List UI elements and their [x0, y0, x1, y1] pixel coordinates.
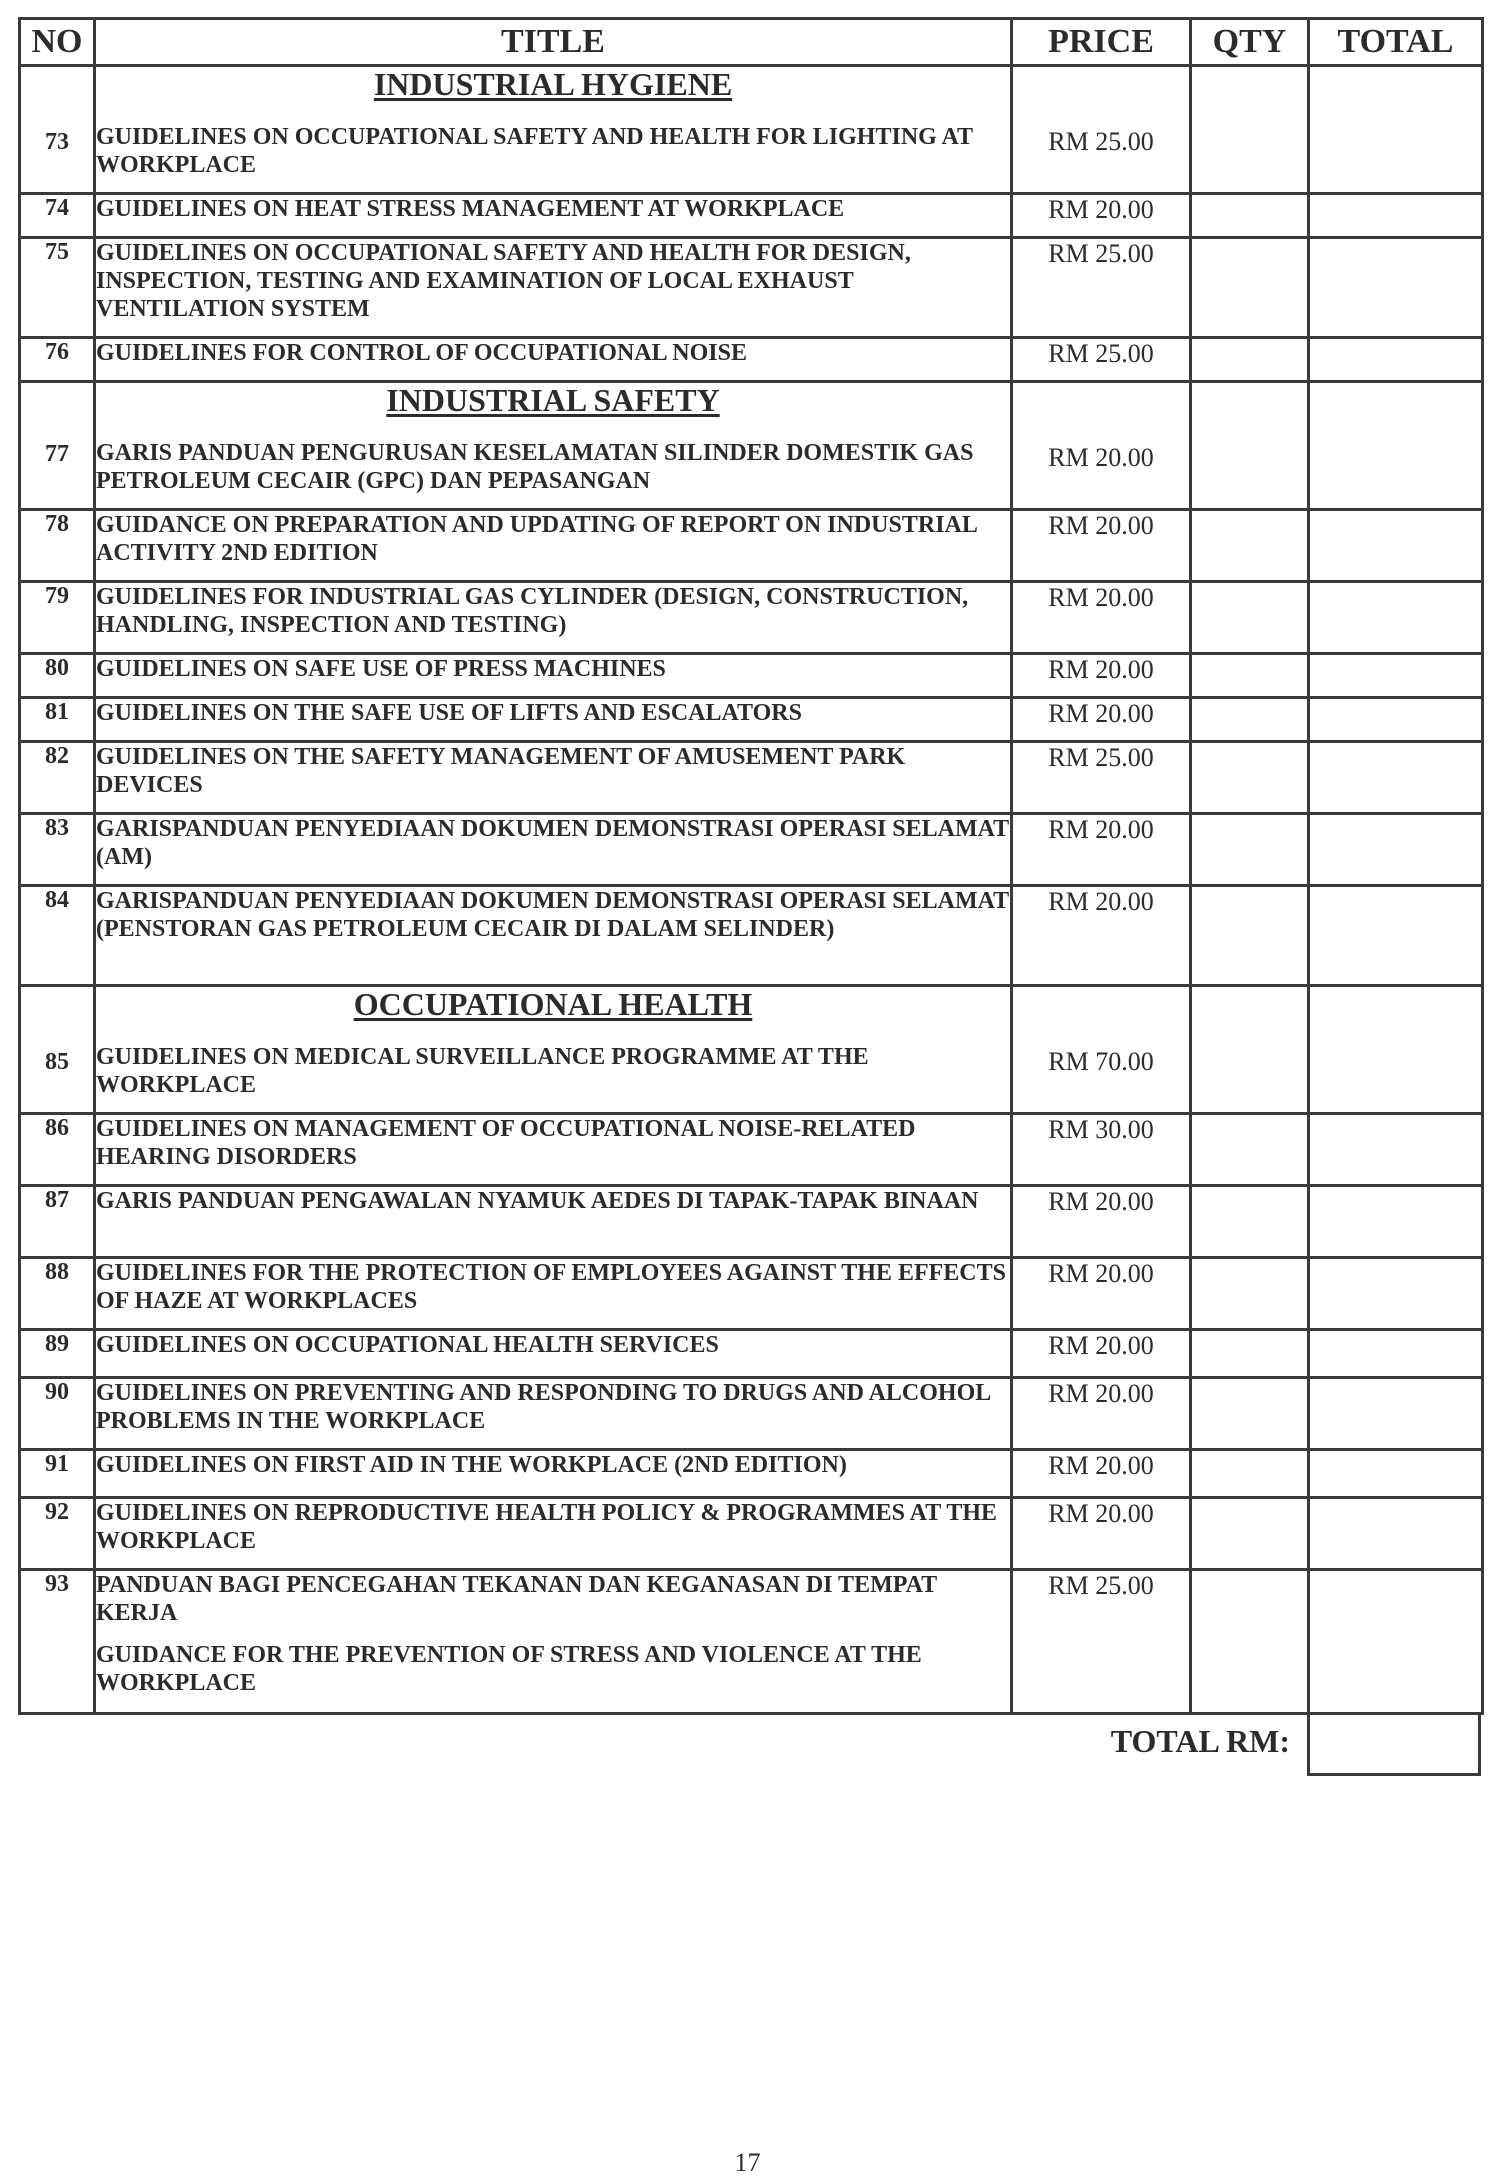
- qty-cell[interactable]: [1191, 698, 1309, 742]
- item-title: GUIDELINES ON SAFE USE OF PRESS MACHINES: [95, 654, 1012, 698]
- table-row: [20, 698, 1483, 742]
- total-cell[interactable]: [1309, 582, 1483, 654]
- total-cell[interactable]: [1309, 742, 1483, 814]
- total-cell[interactable]: [1309, 1498, 1483, 1570]
- grand-total-label: TOTAL RM:: [1110, 1723, 1290, 1759]
- item-title: GARISPANDUAN PENYEDIAAN DOKUMEN DEMONSTRASI OPERASI SELAMAT (AM): [95, 814, 1012, 886]
- table-header-row: [20, 19, 1483, 66]
- item-title-cell: [95, 66, 1012, 194]
- item-number: 74: [20, 194, 95, 238]
- item-price: RM 25.00: [1012, 66, 1191, 194]
- total-cell[interactable]: [1309, 1330, 1483, 1378]
- qty-cell[interactable]: [1191, 1450, 1309, 1498]
- qty-cell[interactable]: [1191, 510, 1309, 582]
- item-number: 85: [20, 986, 95, 1114]
- table-row: [20, 510, 1483, 582]
- total-cell[interactable]: [1309, 66, 1483, 194]
- item-title-cell: [95, 1570, 1012, 1714]
- item-number: 77: [20, 382, 95, 510]
- item-price: RM 20.00: [1012, 194, 1191, 238]
- item-title-english: GUIDANCE FOR THE PREVENTION OF STRESS AND VIOLENCE AT THE WORKPLACE: [96, 1642, 922, 1696]
- item-title-cell: [95, 986, 1012, 1114]
- total-cell[interactable]: [1309, 194, 1483, 238]
- item-title: GUIDELINES ON THE SAFETY MANAGEMENT OF AMUSEMENT PARK DEVICES: [95, 742, 1012, 814]
- item-number: 82: [20, 742, 95, 814]
- item-title: GUIDELINES ON PREVENTING AND RESPONDING TO DRUGS AND ALCOHOL PROBLEMS IN THE WORKPLACE: [95, 1378, 1012, 1450]
- total-cell[interactable]: [1309, 1450, 1483, 1498]
- item-number: 84: [20, 886, 95, 986]
- item-title: GUIDELINES ON REPRODUCTIVE HEALTH POLICY & PROGRAMMES AT THE WORKPLACE: [95, 1498, 1012, 1570]
- item-number: 80: [20, 654, 95, 698]
- item-number: 78: [20, 510, 95, 582]
- qty-cell[interactable]: [1191, 1570, 1309, 1714]
- item-price: RM 20.00: [1012, 1498, 1191, 1570]
- qty-cell[interactable]: [1191, 382, 1309, 510]
- item-title: GUIDELINES ON OCCUPATIONAL SAFETY AND HEALTH FOR LIGHTING AT WORKPLACE: [96, 124, 973, 178]
- item-price: RM 20.00: [1012, 886, 1191, 986]
- item-price: RM 20.00: [1012, 1450, 1191, 1498]
- item-price: RM 20.00: [1012, 1378, 1191, 1450]
- table-row: [20, 382, 1483, 510]
- qty-cell[interactable]: [1191, 238, 1309, 338]
- table-row: [20, 742, 1483, 814]
- item-number: 88: [20, 1258, 95, 1330]
- total-cell[interactable]: [1309, 886, 1483, 986]
- item-title: GARISPANDUAN PENYEDIAAN DOKUMEN DEMONSTRASI OPERASI SELAMAT (PENSTORAN GAS PETROLEUM CECAIR DI DALAM SELINDER): [95, 886, 1012, 986]
- total-cell[interactable]: [1309, 1570, 1483, 1714]
- item-price: RM 25.00: [1012, 1570, 1191, 1714]
- qty-cell[interactable]: [1191, 986, 1309, 1114]
- total-cell[interactable]: [1309, 510, 1483, 582]
- qty-cell[interactable]: [1191, 1114, 1309, 1186]
- total-cell[interactable]: [1309, 238, 1483, 338]
- item-title: GUIDELINES FOR INDUSTRIAL GAS CYLINDER (DESIGN, CONSTRUCTION, HANDLING, INSPECTION AND TESTING): [95, 582, 1012, 654]
- item-price: RM 20.00: [1012, 582, 1191, 654]
- item-number: 86: [20, 1114, 95, 1186]
- total-cell[interactable]: [1309, 698, 1483, 742]
- table-row: [20, 654, 1483, 698]
- item-title: GUIDANCE ON PREPARATION AND UPDATING OF REPORT ON INDUSTRIAL ACTIVITY 2ND EDITION: [95, 510, 1012, 582]
- table-row: [20, 1498, 1483, 1570]
- table-row: [20, 1186, 1483, 1258]
- order-table: [18, 17, 1484, 1715]
- table-row: [20, 814, 1483, 886]
- table-row: [20, 986, 1483, 1114]
- item-number: 76: [20, 338, 95, 382]
- item-price: RM 70.00: [1012, 986, 1191, 1114]
- grand-total-box[interactable]: [1307, 1712, 1481, 1776]
- table-row: [20, 582, 1483, 654]
- section-heading-industrial-safety: INDUSTRIAL SAFETY: [386, 382, 720, 418]
- header-total: TOTAL: [1309, 19, 1483, 66]
- table-row: [20, 1450, 1483, 1498]
- table-row: [20, 238, 1483, 338]
- item-price: RM 30.00: [1012, 1114, 1191, 1186]
- item-title: GUIDELINES ON OCCUPATIONAL HEALTH SERVICES: [95, 1330, 1012, 1378]
- item-price: RM 20.00: [1012, 510, 1191, 582]
- total-cell[interactable]: [1309, 1186, 1483, 1258]
- item-price: RM 20.00: [1012, 382, 1191, 510]
- item-title: GUIDELINES ON MEDICAL SURVEILLANCE PROGRAMME AT THE WORKPLACE: [96, 1044, 869, 1098]
- qty-cell[interactable]: [1191, 654, 1309, 698]
- item-number: 83: [20, 814, 95, 886]
- item-price: RM 25.00: [1012, 338, 1191, 382]
- item-title: GUIDELINES FOR CONTROL OF OCCUPATIONAL NOISE: [95, 338, 1012, 382]
- item-number: 89: [20, 1330, 95, 1378]
- header-title: TITLE: [95, 19, 1012, 66]
- qty-cell[interactable]: [1191, 1498, 1309, 1570]
- item-title: GUIDELINES ON FIRST AID IN THE WORKPLACE (2ND EDITION): [95, 1450, 1012, 1498]
- section-heading-occupational-health: OCCUPATIONAL HEALTH: [353, 986, 753, 1022]
- item-price: RM 25.00: [1012, 742, 1191, 814]
- item-number: 87: [20, 1186, 95, 1258]
- qty-cell[interactable]: [1191, 582, 1309, 654]
- total-cell[interactable]: [1309, 382, 1483, 510]
- table-row: [20, 1330, 1483, 1378]
- qty-cell[interactable]: [1191, 1258, 1309, 1330]
- header-qty: QTY: [1191, 19, 1309, 66]
- table-row: [20, 886, 1483, 986]
- qty-cell[interactable]: [1191, 1330, 1309, 1378]
- item-number: 90: [20, 1378, 95, 1450]
- item-price: RM 20.00: [1012, 654, 1191, 698]
- item-price: RM 20.00: [1012, 814, 1191, 886]
- total-cell[interactable]: [1309, 1258, 1483, 1330]
- item-title-cell: [95, 382, 1012, 510]
- qty-cell[interactable]: [1191, 338, 1309, 382]
- item-number: 79: [20, 582, 95, 654]
- total-cell[interactable]: [1309, 1378, 1483, 1450]
- total-cell[interactable]: [1309, 338, 1483, 382]
- item-price: RM 20.00: [1012, 1330, 1191, 1378]
- table-row: [20, 1258, 1483, 1330]
- total-cell[interactable]: [1309, 654, 1483, 698]
- item-title: GUIDELINES ON THE SAFE USE OF LIFTS AND ESCALATORS: [95, 698, 1012, 742]
- item-title: GARIS PANDUAN PENGAWALAN NYAMUK AEDES DI TAPAK-TAPAK BINAAN: [95, 1186, 1012, 1258]
- item-price: RM 20.00: [1012, 698, 1191, 742]
- table-row: [20, 1570, 1483, 1714]
- table-row: [20, 66, 1483, 194]
- item-number: 81: [20, 698, 95, 742]
- item-title: GARIS PANDUAN PENGURUSAN KESELAMATAN SILINDER DOMESTIK GAS PETROLEUM CECAIR (GPC) DAN PEPASANGAN: [96, 440, 974, 494]
- item-price: RM 25.00: [1012, 238, 1191, 338]
- item-number: 92: [20, 1498, 95, 1570]
- item-number: 73: [20, 66, 95, 194]
- qty-cell[interactable]: [1191, 886, 1309, 986]
- page-number: 17: [734, 2148, 761, 2177]
- header-no: NO: [20, 19, 95, 66]
- item-number: 75: [20, 238, 95, 338]
- section-heading-industrial-hygiene: INDUSTRIAL HYGIENE: [373, 66, 733, 102]
- item-price: RM 20.00: [1012, 1186, 1191, 1258]
- item-title: GUIDELINES FOR THE PROTECTION OF EMPLOYEES AGAINST THE EFFECTS OF HAZE AT WORKPLACES: [95, 1258, 1012, 1330]
- item-number: 91: [20, 1450, 95, 1498]
- total-cell[interactable]: [1309, 986, 1483, 1114]
- header-price: PRICE: [1012, 19, 1191, 66]
- total-cell[interactable]: [1309, 814, 1483, 886]
- item-number: 93: [20, 1570, 95, 1714]
- qty-cell[interactable]: [1191, 1186, 1309, 1258]
- qty-cell[interactable]: [1191, 1378, 1309, 1450]
- item-title: PANDUAN BAGI PENCEGAHAN TEKANAN DAN KEGANASAN DI TEMPAT KERJA: [96, 1572, 937, 1626]
- qty-cell[interactable]: [1191, 742, 1309, 814]
- total-cell[interactable]: [1309, 1114, 1483, 1186]
- table-row: [20, 194, 1483, 238]
- item-title: GUIDELINES ON MANAGEMENT OF OCCUPATIONAL NOISE-RELATED HEARING DISORDERS: [95, 1114, 1012, 1186]
- qty-cell[interactable]: [1191, 814, 1309, 886]
- item-title: GUIDELINES ON HEAT STRESS MANAGEMENT AT WORKPLACE: [95, 194, 1012, 238]
- item-price: RM 20.00: [1012, 1258, 1191, 1330]
- table-row: [20, 338, 1483, 382]
- table-row: [20, 1114, 1483, 1186]
- table-row: [20, 1378, 1483, 1450]
- qty-cell[interactable]: [1191, 194, 1309, 238]
- item-title: GUIDELINES ON OCCUPATIONAL SAFETY AND HEALTH FOR DESIGN, INSPECTION, TESTING AND EXAMINATION OF LOCAL EXHAUST VENTILATION SYSTEM: [95, 238, 1012, 338]
- qty-cell[interactable]: [1191, 66, 1309, 194]
